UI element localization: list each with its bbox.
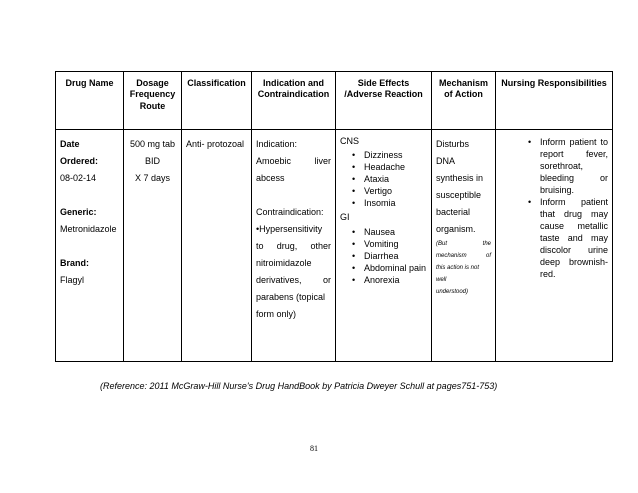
generic-label: Generic: — [60, 207, 97, 217]
header-indication: Indication and Contraindication — [252, 72, 336, 130]
contraindication-line: derivatives, or — [256, 275, 331, 285]
contraindication-label: Contraindication: — [256, 207, 324, 217]
mechanism-cell — [432, 130, 496, 362]
dosage-duration: X 7 days — [134, 173, 171, 183]
drug-name-cell — [56, 130, 124, 362]
nursing-list — [518, 136, 608, 280]
date-value: 08-02-14 — [60, 173, 97, 183]
list-item: • Diarrhea — [364, 250, 427, 262]
contraindication-line: parabens (topical — [256, 292, 326, 302]
list-item: • Inform patient to report fever, sorethroat, bleeding or bruising. — [540, 136, 608, 196]
brand-label: Brand: — [60, 258, 89, 268]
header-row — [56, 72, 613, 130]
indication-label: Indication: — [256, 139, 298, 149]
header-dosage: Dosage Frequency Route — [124, 72, 182, 130]
gi-label: GI — [340, 212, 350, 223]
reference-citation: (Reference: 2011 McGraw-Hill Nurse's Drug HandBook by Patricia Dweyer Schull at pages751-753) — [100, 381, 498, 391]
list-item: • Nausea — [364, 226, 427, 238]
mechanism-line: DNA — [436, 156, 456, 166]
contraindication-line: •Hypersensitivity — [256, 224, 323, 234]
mechanism-line: synthesis in — [436, 173, 484, 183]
dosage-amount: 500 mg tab — [129, 139, 176, 149]
nursing-cell — [496, 130, 613, 362]
list-item: • Dizziness — [364, 149, 427, 161]
drug-row — [56, 130, 613, 362]
list-item: • Anorexia — [364, 274, 427, 286]
list-item: • Insomia — [364, 197, 427, 209]
ordered-label: Ordered: — [60, 156, 99, 166]
mechanism-line: Disturbs — [436, 139, 470, 149]
contraindication-line: nitroimidazole — [256, 258, 312, 268]
header-side-effects: Side Effects /Adverse Reaction — [336, 72, 432, 130]
indication-cell — [252, 130, 336, 362]
cns-list — [340, 149, 427, 209]
contraindication-line: to drug, other — [256, 241, 331, 251]
mechanism-line: bacterial — [436, 207, 471, 217]
indication-line: Amoebic liver — [256, 156, 331, 166]
header-mechanism: Mechanism of Action — [432, 72, 496, 130]
date-label: Date — [60, 139, 80, 149]
mechanism-line: susceptible — [436, 190, 482, 200]
page-number: 81 — [310, 444, 318, 453]
generic-value: Metronidazole — [60, 224, 117, 234]
dosage-cell — [124, 130, 182, 362]
brand-value: Flagyl — [60, 275, 85, 285]
mechanism-line: organism. — [436, 224, 476, 234]
header-classification: Classification — [182, 72, 252, 130]
dosage-frequency: BID — [144, 156, 160, 166]
list-item: • Vertigo — [364, 185, 427, 197]
side-effects-cell — [336, 130, 432, 362]
contraindication-line: form only) — [256, 309, 297, 319]
cns-label: CNS — [340, 136, 360, 146]
drug-study-table — [55, 71, 613, 362]
header-drug-name: Drug Name — [56, 72, 124, 130]
mechanism-note-line: well — [436, 277, 447, 283]
mechanism-note-line: understood) — [436, 289, 469, 295]
list-item: • Inform patient that drug may cause metallic taste and may discolor urine deep brownish-red. — [540, 196, 608, 280]
list-item: • Vomiting — [364, 238, 427, 250]
mechanism-note-line: this action is not — [436, 265, 480, 271]
header-nursing: Nursing Responsibilities — [496, 72, 613, 130]
list-item: • Abdominal pain — [364, 262, 427, 274]
list-item: • Headache — [364, 161, 427, 173]
list-item: • Ataxia — [364, 173, 427, 185]
gi-list — [340, 226, 427, 286]
classification-cell — [182, 130, 252, 362]
mechanism-note-line: mechanism of — [436, 253, 491, 259]
classification-value: Anti- protozoal — [186, 139, 245, 149]
mechanism-note-line: (But the — [436, 241, 491, 247]
indication-line: abcess — [256, 173, 285, 183]
